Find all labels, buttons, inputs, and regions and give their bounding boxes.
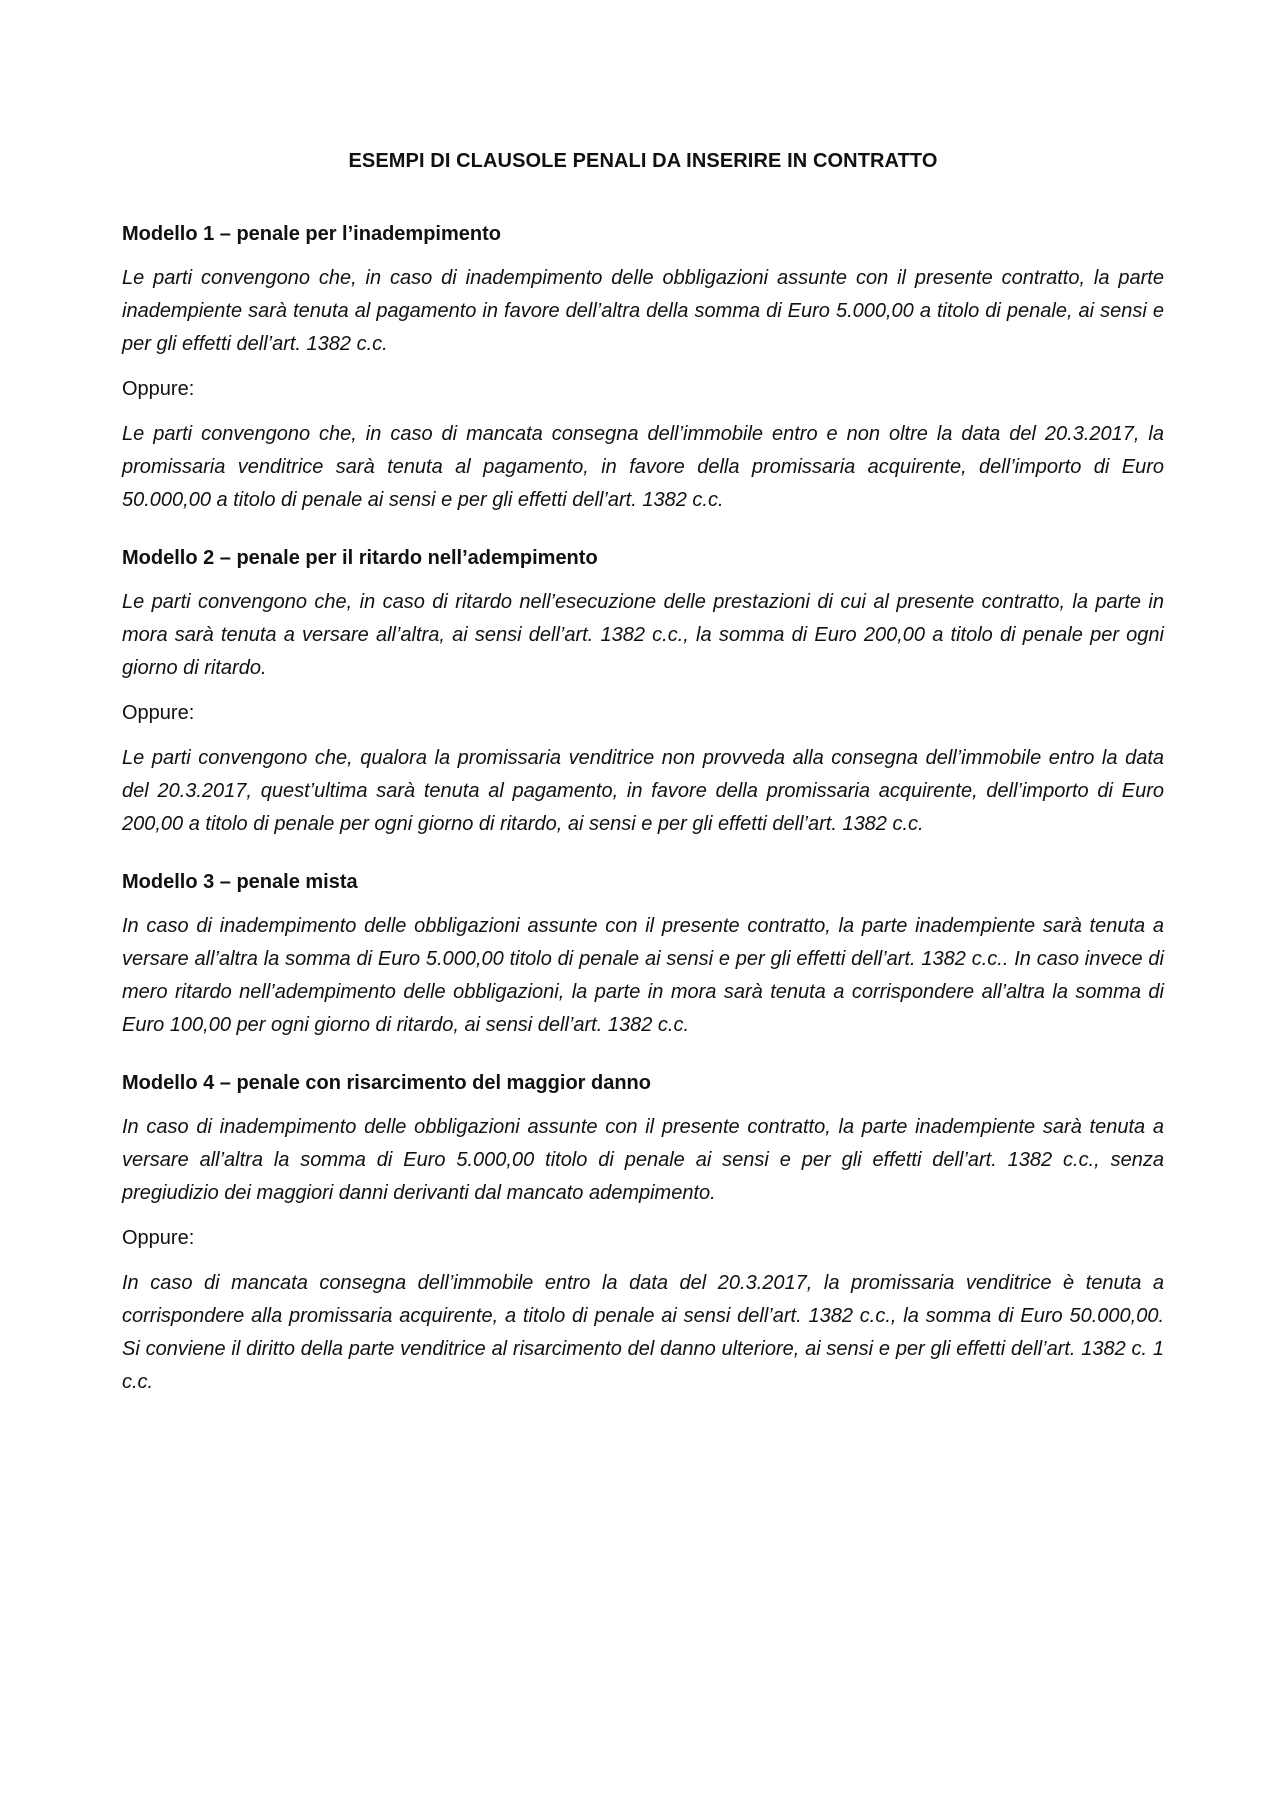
clause-paragraph: Le parti convengono che, in caso di mancata consegna dell’immobile entro e non oltre la data del 20.3.2017, la promissaria venditrice sarà tenuta al pagamento, in favore della promissaria acquirente, dell’importo di Euro 50.000,00 a titolo di penale ai sensi e per gli effetti dell’art. 1382 c.c. bbox=[122, 423, 1164, 511]
section-modello-3 bbox=[122, 871, 1164, 1042]
alternative-label: Oppure: bbox=[122, 702, 195, 724]
clause-paragraph: In caso di inadempimento delle obbligazioni assunte con il presente contratto, la parte inadempiente sarà tenuta a versare all’altra la somma di Euro 5.000,00 titolo di penale ai sensi e per gli effetti dell’art. 1382 c.c.. In caso invece di mero ritardo nell’adempimento delle obbligazioni, la parte in mora sarà tenuta a corrispondere all’altra la somma di Euro 100,00 per ogni giorno di ritardo, ai sensi dell’art. 1382 c.c. bbox=[122, 915, 1164, 1036]
section-heading: Modello 3 – penale mista bbox=[122, 871, 358, 893]
document-title: ESEMPI DI CLAUSOLE PENALI DA INSERIRE IN CONTRATTO bbox=[348, 150, 938, 172]
section-heading: Modello 2 – penale per il ritardo nell’adempimento bbox=[122, 547, 598, 569]
section-modello-1 bbox=[122, 223, 1164, 517]
section-heading: Modello 4 – penale con risarcimento del maggior danno bbox=[122, 1072, 651, 1094]
clause-paragraph: In caso di inadempimento delle obbligazioni assunte con il presente contratto, la parte inadempiente sarà tenuta a versare all’altra la somma di Euro 5.000,00 titolo di penale ai sensi e per gli effetti dell’art. 1382 c.c., senza pregiudizio dei maggiori danni derivanti dal mancato adempimento. bbox=[122, 1116, 1164, 1204]
section-modello-4 bbox=[122, 1072, 1164, 1399]
clause-paragraph: Le parti convengono che, in caso di ritardo nell’esecuzione delle prestazioni di cui al presente contratto, la parte in mora sarà tenuta a versare all’altra, ai sensi dell’art. 1382 c.c., la somma di Euro 200,00 a titolo di penale per ogni giorno di ritardo. bbox=[122, 591, 1164, 679]
clause-paragraph: In caso di mancata consegna dell’immobile entro la data del 20.3.2017, la promissaria venditrice è tenuta a corrispondere alla promissaria acquirente, a titolo di penale ai sensi dell’art. 1382 c.c., la somma di Euro 50.000,00. Si conviene il diritto della parte venditrice al risarcimento del danno ulteriore, ai sensi e per gli effetti dell’art. 1382 c. 1 c.c. bbox=[122, 1272, 1164, 1393]
section-modello-2 bbox=[122, 547, 1164, 841]
section-heading: Modello 1 – penale per l’inadempimento bbox=[122, 223, 501, 245]
alternative-label: Oppure: bbox=[122, 1227, 195, 1249]
alternative-label: Oppure: bbox=[122, 378, 195, 400]
clause-paragraph: Le parti convengono che, in caso di inadempimento delle obbligazioni assunte con il presente contratto, la parte inadempiente sarà tenuta al pagamento in favore dell’altra della somma di Euro 5.000,00 a titolo di penale, ai sensi e per gli effetti dell’art. 1382 c.c. bbox=[122, 267, 1164, 355]
clause-paragraph: Le parti convengono che, qualora la promissaria venditrice non provveda alla consegna dell’immobile entro la data del 20.3.2017, quest’ultima sarà tenuta al pagamento, in favore della promissaria acquirente, dell’importo di Euro 200,00 a titolo di penale per ogni giorno di ritardo, ai sensi e per gli effetti dell’art. 1382 c.c. bbox=[122, 747, 1164, 835]
